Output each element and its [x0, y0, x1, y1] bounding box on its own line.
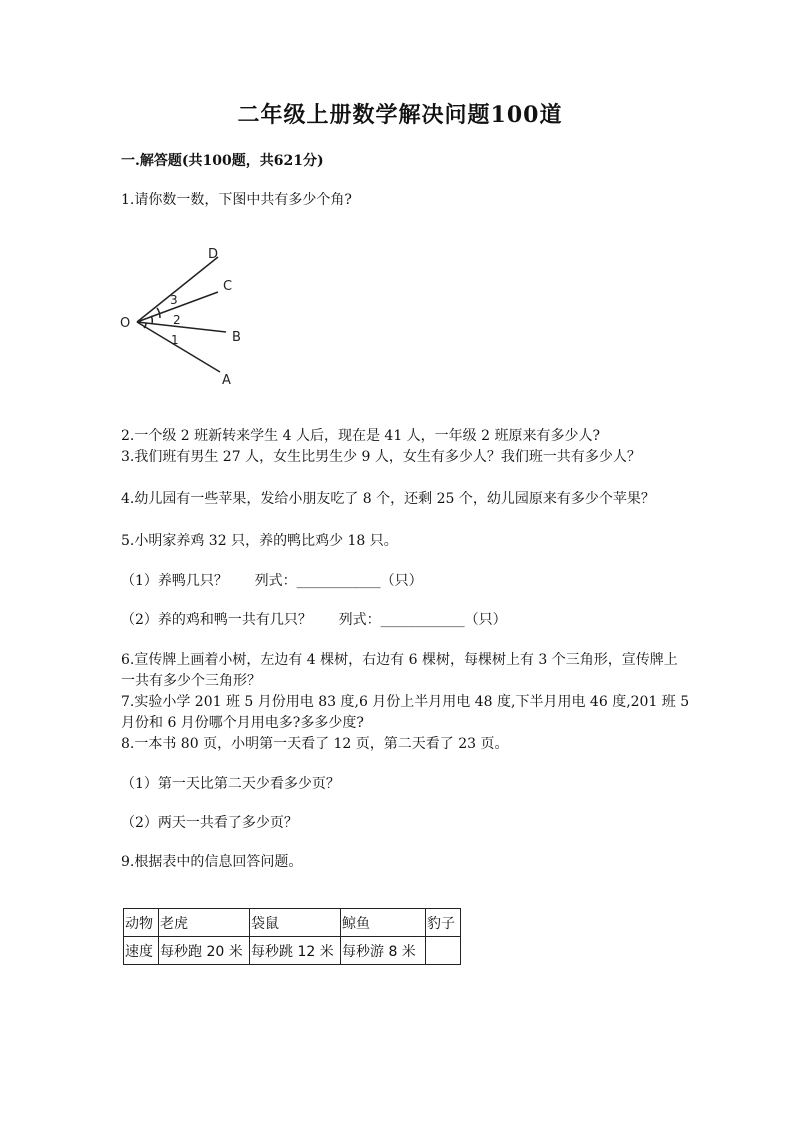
table-cell: 豹子: [426, 909, 461, 937]
table-cell: [426, 937, 461, 965]
question-8-part-1: （1）第一天比第二天少看多少页？: [121, 776, 340, 792]
table-cell: 袋鼠: [250, 909, 341, 937]
question-5: 5.小明家养鸡 32 只，养的鸭比鸡少 18 只。: [121, 533, 398, 549]
angle-label-2: 2: [173, 313, 181, 327]
question-4: 4.幼儿园有一些苹果，发给小朋友吃了 8 个，还剩 25 个，幼儿园原来有多少个苹果？: [121, 491, 655, 507]
table-cell: 鲸鱼: [341, 909, 426, 937]
section-heading: 一.解答题(共100题，共621分): [121, 153, 324, 169]
table-cell: 每秒跑 20 米: [159, 937, 250, 965]
label-b: B: [232, 330, 241, 345]
label-d: D: [208, 247, 219, 262]
question-8: 8.一本书 80 页，小明第一天看了 12 页，第二天看了 23 页。: [121, 736, 509, 752]
question-5-part-1: （1）养鸭几只？ 列式：____________（只）: [121, 573, 423, 589]
table-cell: 老虎: [159, 909, 250, 937]
table-row: [124, 909, 461, 937]
animal-speed-table: [123, 908, 461, 965]
table-cell: 每秒游 8 米: [341, 937, 426, 965]
angle-arc-2: [151, 316, 152, 324]
table-row: [124, 937, 461, 965]
table-cell: 速度: [124, 937, 159, 965]
question-6: 6.宣传牌上画着小树，左边有 4 棵树，右边有 6 棵树，每棵树上有 3 个三角形，宣传牌上一共有多少个三角形？: [121, 652, 678, 689]
question-5-part-2: （2）养的鸡和鸭一共有几只？ 列式：____________（只）: [121, 612, 507, 628]
label-a: A: [222, 373, 231, 388]
table-cell: 每秒跳 12 米: [250, 937, 341, 965]
question-2: 2.一个级 2 班新转来学生 4 人后，现在是 41 人，一年级 2 班原来有多少人?: [121, 428, 600, 444]
label-c: C: [223, 279, 233, 294]
angle-diagram: [110, 238, 270, 393]
table-cell: 动物: [124, 909, 159, 937]
angle-label-3: 3: [170, 293, 178, 307]
question-3: 3.我们班有男生 27 人，女生比男生少 9 人，女生有多少人？我们班一共有多少人？: [121, 449, 641, 465]
question-7: 7.实验小学 201 班 5 月份用电 83 度,6 月份上半月用电 48 度,下半月用电 46 度,201 班 5 月份和 6 月份哪个月用电多?多多少度?: [121, 694, 690, 731]
question-8-part-2: （2）两天一共看了多少页？: [121, 815, 298, 831]
question-9: 9.根据表中的信息回答问题。: [121, 854, 303, 870]
angle-arc-3: [157, 308, 160, 318]
angle-label-1: 1: [171, 333, 179, 347]
label-o: O: [120, 316, 131, 331]
question-1: 1.请你数一数，下图中共有多少个角?: [121, 192, 352, 208]
page-title: 二年级上册数学解决问题100道: [237, 102, 563, 128]
